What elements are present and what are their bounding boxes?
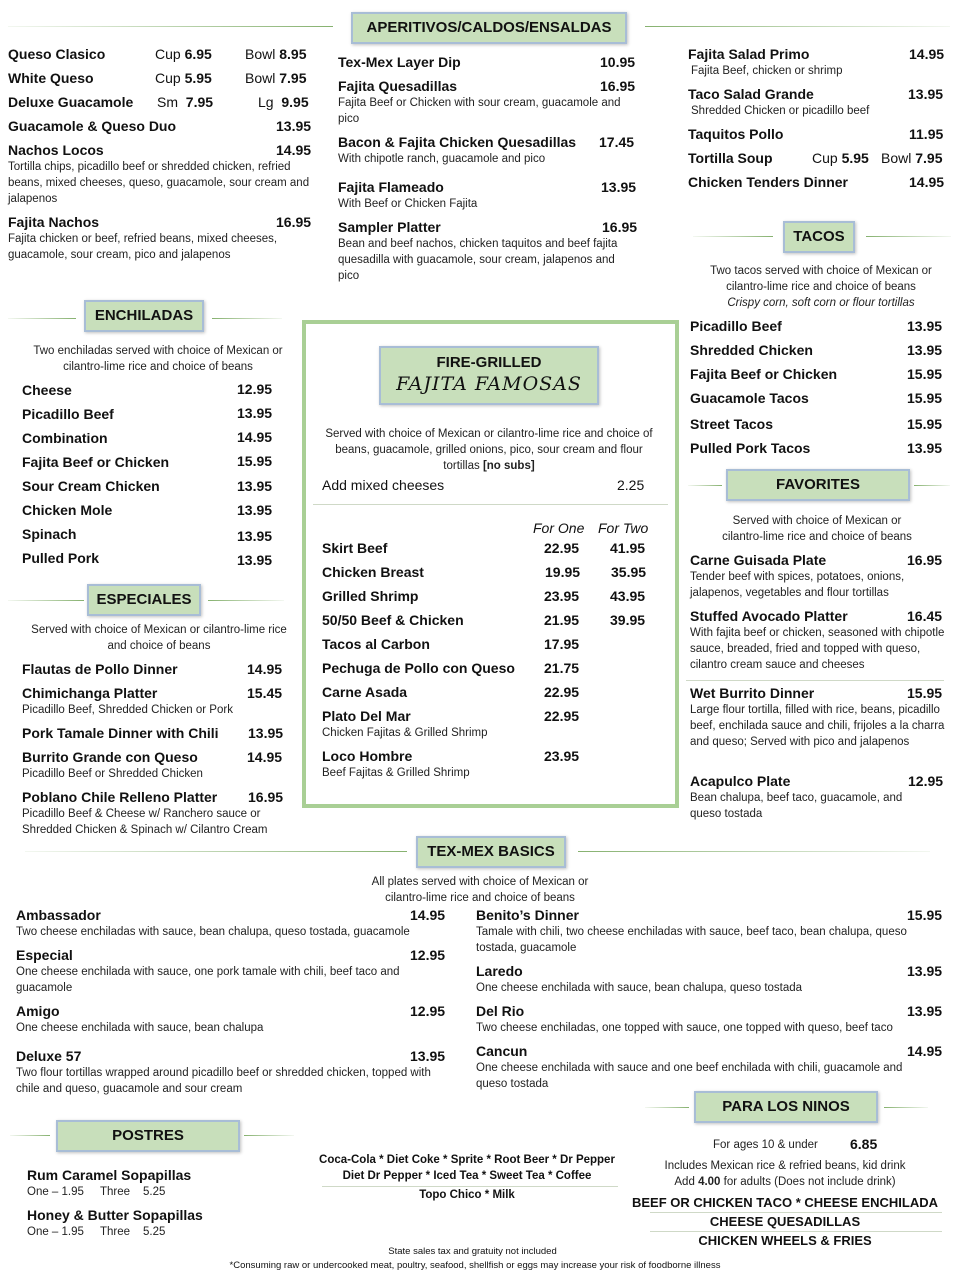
menu-item-description: Tender beef with spices, potatoes, onions, jalapenos, vegetables and flour tortillas <box>690 571 905 599</box>
menu-item-name: Especial <box>16 947 73 963</box>
section-divider <box>578 851 930 852</box>
tacos-note: Two tacos served with choice of Mexican or cilantro-lime rice and choice of beans <box>710 265 932 293</box>
menu-item-name: Fajita Beef or Chicken <box>690 366 838 382</box>
bowl-price: Bowl 8.95 <box>245 46 307 62</box>
price-for-one: 22.95 <box>544 708 580 724</box>
menu-item-name: Guacamole Tacos <box>690 390 809 406</box>
ninos-options-2: CHEESE QUESADILLAS <box>709 1214 861 1229</box>
enchiladas-header: ENCHILADAS <box>84 300 204 332</box>
menu-item-price: 13.95 <box>237 502 273 518</box>
section-divider <box>688 485 722 486</box>
menu-item-price: 12.95 <box>908 773 944 789</box>
section-divider <box>866 236 951 237</box>
menu-item-name: Deluxe 57 <box>16 1048 82 1064</box>
menu-item-price: 14.95 <box>237 429 273 445</box>
drinks-line-3: Topo Chico * Milk <box>419 1189 515 1201</box>
menu-item-description: With chipotle ranch, guacamole and pico <box>338 153 546 165</box>
section-divider <box>212 318 282 319</box>
menu-item-price: 13.95 <box>276 118 312 134</box>
menu-item-name: 50/50 Beef & Chicken <box>322 612 464 628</box>
fajitas-note: Served with choice of Mexican or cilantro-lime rice and choice of beans, guacamole, grilled onions, pico, sour cream and flour tortillas [no subs] <box>325 428 653 472</box>
menu-item-name: Carne Asada <box>322 684 408 700</box>
menu-item-price: 16.45 <box>907 608 943 624</box>
menu-item-price: 15.95 <box>237 453 273 469</box>
menu-item-name: Skirt Beef <box>322 540 388 556</box>
drinks-line-2: Diet Dr Pepper * Iced Tea * Sweet Tea * Coffee <box>342 1170 592 1182</box>
section-divider <box>8 26 333 27</box>
menu-item-price: 15.95 <box>907 685 943 701</box>
menu-item-name: Laredo <box>476 963 523 979</box>
ninos-options-3: CHICKEN WHEELS & FRIES <box>698 1233 872 1248</box>
especiales-header: ESPECIALES <box>87 584 201 616</box>
section-divider <box>914 485 950 486</box>
menu-item-description: Large flour tortilla, filled with rice, beans, picadillo beef, enchilada sauce and chili, frijoles a la charra and queso; Served with pico and jalapenos <box>690 704 945 748</box>
menu-item-name: Sour Cream Chicken <box>22 478 160 494</box>
tacos-header: TACOS <box>783 221 855 253</box>
price-for-one: 21.95 <box>544 612 580 628</box>
menu-item-description: Bean and beef nachos, chicken taquitos and beef fajita quesadilla with guacamole, sour cream, jalapenos and pico <box>338 238 618 282</box>
dessert-price-one: One – 1.95 <box>27 1186 84 1198</box>
drinks-line-1: Coca-Cola * Diet Coke * Sprite * Root Beer * Dr Pepper <box>319 1154 615 1166</box>
dessert-price-one: One – 1.95 <box>27 1226 84 1238</box>
menu-item-price: 13.95 <box>601 179 637 195</box>
menu-item-description: One cheese enchilada with sauce and one beef enchilada with chili, guacamole and queso tostada <box>476 1062 903 1090</box>
menu-item-price: 13.95 <box>908 86 944 102</box>
menu-item-name: Queso Clasico <box>8 46 106 62</box>
price-for-one: 23.95 <box>544 588 580 604</box>
cup-price: Sm 7.95 <box>157 94 214 110</box>
dessert-price-three: 5.25 <box>143 1186 166 1198</box>
menu-item-description: Picadillo Beef, Shredded Chicken or Pork <box>22 704 233 716</box>
basics-note: All plates served with choice of Mexican or cilantro-lime rice and choice of beans <box>371 876 589 904</box>
bowl-price: Bowl 7.95 <box>881 150 943 166</box>
menu-item-description: Beef Fajitas & Grilled Shrimp <box>322 767 470 779</box>
menu-item-price: 15.95 <box>907 907 943 923</box>
ninos-header: PARA LOS NINOS <box>694 1091 878 1123</box>
menu-item-name: Combination <box>22 430 108 446</box>
menu-item-price: 11.95 <box>909 126 944 142</box>
menu-item-name: Guacamole & Queso Duo <box>8 118 177 134</box>
section-divider <box>693 236 773 237</box>
menu-item-name: Spinach <box>22 526 77 542</box>
ninos-includes: Includes Mexican rice & refried beans, kid drink <box>664 1160 906 1172</box>
section-divider <box>208 600 284 601</box>
menu-item-name: Tacos al Carbon <box>322 636 430 652</box>
price-for-two: 35.95 <box>611 564 647 580</box>
menu-item-name: Cheese <box>22 382 72 398</box>
menu-item-name: Sampler Platter <box>338 219 441 235</box>
menu-item-price: 14.95 <box>247 749 283 765</box>
menu-item-name: Fajita Quesadillas <box>338 78 458 94</box>
menu-item-name: Stuffed Avocado Platter <box>690 608 848 624</box>
menu-item-description: Picadillo Beef & Cheese w/ Ranchero sauce or Shredded Chicken & Spinach w/ Cilantro Cream <box>22 808 268 836</box>
fajitas-title-line1: FIRE-GRILLED <box>436 354 542 371</box>
divider <box>650 1231 942 1232</box>
menu-item-name: Picadillo Beef <box>22 406 114 422</box>
menu-item-name: Acapulco Plate <box>690 773 791 789</box>
menu-item-name: Plato Del Mar <box>322 708 411 724</box>
menu-item-price: 14.95 <box>410 907 446 923</box>
menu-item-description: One cheese enchilada with sauce, bean chalupa, queso tostada <box>476 982 803 994</box>
menu-item-name: Cancun <box>476 1043 528 1059</box>
price-for-two: 41.95 <box>610 540 646 556</box>
divider <box>313 504 668 505</box>
price-for-one: 22.95 <box>544 540 580 556</box>
price-for-two: 39.95 <box>610 612 646 628</box>
menu-item-description: Picadillo Beef or Shredded Chicken <box>22 768 203 780</box>
menu-item-price: 13.95 <box>907 1003 943 1019</box>
ninos-options-1: BEEF OR CHICKEN TACO * CHEESE ENCHILADA <box>631 1195 938 1210</box>
menu-item-price: 14.95 <box>276 142 312 158</box>
section-divider <box>645 26 950 27</box>
menu-item-price: 13.95 <box>237 528 273 544</box>
addon-name: Add mixed cheeses <box>322 477 445 493</box>
menu-item-price: 15.95 <box>907 366 943 382</box>
menu-item-price: 16.95 <box>600 78 636 94</box>
bowl-price: Bowl 7.95 <box>245 70 307 86</box>
favorites-note: Served with choice of Mexican or cilantro-lime rice and choice of beans <box>722 515 912 543</box>
menu-item-name: Fajita Flameado <box>338 179 444 195</box>
menu-item-name: Burrito Grande con Queso <box>22 749 198 765</box>
basics-header: TEX-MEX BASICS <box>416 836 566 868</box>
ninos-adult-addon: Add 4.00 for adults (Does not include drink) <box>674 1176 896 1188</box>
menu-item-name: Ambassador <box>16 907 101 923</box>
section-divider <box>8 318 76 319</box>
menu-item-description: Tamale with chili, two cheese enchiladas with sauce, beef taco, bean chalupa, queso tostada, guacamole <box>476 926 907 954</box>
menu-item-name: Chicken Breast <box>322 564 424 580</box>
menu-item-price: 16.95 <box>248 789 284 805</box>
addon-price: 2.25 <box>617 477 645 493</box>
dessert-three-label: Three <box>100 1186 131 1198</box>
menu-item-price: 12.95 <box>410 947 446 963</box>
menu-item-description: With fajita beef or chicken, seasoned with chipotle sauce, breaded, fried and topped with queso, cilantro cream sauce and cheeses <box>690 627 945 671</box>
menu-item-description: Fajita Beef, chicken or shrimp <box>691 65 843 77</box>
menu-item-price: 14.95 <box>909 46 945 62</box>
menu-item-name: Fajita Nachos <box>8 214 100 230</box>
price-for-one: 19.95 <box>545 564 581 580</box>
menu-item-name: Tortilla Soup <box>688 150 773 166</box>
menu-item-price: 13.95 <box>907 318 943 334</box>
bowl-price: Lg 9.95 <box>258 94 309 110</box>
menu-item-price: 13.95 <box>237 552 273 568</box>
menu-item-price: 13.95 <box>248 725 284 741</box>
ninos-ages: For ages 10 & under <box>713 1139 818 1151</box>
menu-item-description: Two cheese enchiladas with sauce, bean chalupa, queso tostada, guacamole <box>16 926 410 938</box>
menu-item-name: Taquitos Pollo <box>688 126 784 142</box>
dessert-price-three: 5.25 <box>143 1226 166 1238</box>
menu-item-description: Bean chalupa, beef taco, guacamole, and queso tostada <box>690 792 903 820</box>
menu-item-price: 15.95 <box>907 390 943 406</box>
menu-item-name: Street Tacos <box>690 416 773 432</box>
menu-item-name: Carne Guisada Plate <box>690 552 827 568</box>
menu-item-price: 12.95 <box>410 1003 446 1019</box>
menu-item-name: Chimichanga Platter <box>22 685 158 701</box>
menu-item-price: 16.95 <box>907 552 943 568</box>
fajitas-header <box>379 346 599 405</box>
menu-item-name: Deluxe Guacamole <box>8 94 134 110</box>
price-for-one: 17.95 <box>544 636 580 652</box>
section-divider <box>8 600 84 601</box>
menu-item-name: Bacon & Fajita Chicken Quesadillas <box>338 134 577 150</box>
menu-item-description: Two flour tortillas wrapped around picadillo beef or shredded chicken, topped with chile and queso, guacamole and sour cream <box>16 1067 431 1095</box>
price-for-two: 43.95 <box>610 588 646 604</box>
menu-item-description: With Beef or Chicken Fajita <box>338 198 478 210</box>
menu-item-name: Chicken Mole <box>22 502 113 518</box>
especiales-note: Served with choice of Mexican or cilantro-lime rice and choice of beans <box>31 624 287 652</box>
menu-item-name: White Queso <box>8 70 94 86</box>
menu-item-name: Amigo <box>16 1003 60 1019</box>
ninos-price: 6.85 <box>850 1136 878 1152</box>
menu-item-price: 10.95 <box>600 54 636 70</box>
menu-item-name: Flautas de Pollo Dinner <box>22 661 178 677</box>
menu-item-name: Benito’s Dinner <box>476 907 579 923</box>
menu-item-name: Picadillo Beef <box>690 318 782 334</box>
tacos-note-italic: Crispy corn, soft corn or flour tortillas <box>727 297 915 309</box>
menu-item-price: 16.95 <box>276 214 312 230</box>
section-divider <box>884 1107 928 1108</box>
menu-item-price: 13.95 <box>907 440 943 456</box>
col-for-two: For Two <box>598 520 649 536</box>
menu-item-price: 12.95 <box>237 381 273 397</box>
favorites-header: FAVORITES <box>726 469 910 501</box>
price-for-one: 23.95 <box>544 748 580 764</box>
menu-item-name: Pulled Pork Tacos <box>690 440 811 456</box>
menu-item-price: 13.95 <box>237 478 273 494</box>
postres-header: POSTRES <box>56 1120 240 1152</box>
menu-item-name: Tex-Mex Layer Dip <box>338 54 461 70</box>
menu-item-name: Fajita Salad Primo <box>688 46 810 62</box>
col-for-one: For One <box>533 520 585 536</box>
divider <box>686 680 944 681</box>
menu-item-name: Del Rio <box>476 1003 525 1019</box>
menu-item-name: Pulled Pork <box>22 550 100 566</box>
menu-item-name: Loco Hombre <box>322 748 413 764</box>
menu-item-price: 16.95 <box>602 219 638 235</box>
tax-note: State sales tax and gratuity not included <box>388 1246 557 1257</box>
menu-item-name: Chicken Tenders Dinner <box>688 174 849 190</box>
menu-item-price: 15.45 <box>247 685 283 701</box>
menu-item-description: Two cheese enchiladas, one topped with sauce, one topped with queso, beef taco <box>476 1022 893 1034</box>
cup-price: Cup 5.95 <box>155 70 212 86</box>
section-divider <box>10 1135 50 1136</box>
menu-item-name: Fajita Beef or Chicken <box>22 454 170 470</box>
menu-item-name: Nachos Locos <box>8 142 104 158</box>
menu-item-description: Fajita Beef or Chicken with sour cream, guacamole and pico <box>338 97 621 125</box>
menu-item-price: 15.95 <box>907 416 943 432</box>
menu-item-price: 14.95 <box>909 174 945 190</box>
menu-item-name: Rum Caramel Sopapillas <box>27 1167 192 1183</box>
menu-item-name: Poblano Chile Relleno Platter <box>22 789 218 805</box>
menu-item-name: Pechuga de Pollo con Queso <box>322 660 515 676</box>
menu-item-description: Tortilla chips, picadillo beef or shredded chicken, refried beans, mixed cheeses, queso, guacamole, sour cream and jalapenos <box>8 161 310 205</box>
menu-item-description: Fajita chicken or beef, refried beans, mixed cheeses, guacamole, sour cream, pico and jalapenos <box>8 233 278 261</box>
health-warning: *Consuming raw or undercooked meat, poultry, seafood, shellfish or eggs may increase your risk of foodborne illness <box>229 1260 721 1271</box>
section-divider <box>244 1135 294 1136</box>
menu-item-price: 14.95 <box>247 661 283 677</box>
menu-item-name: Wet Burrito Dinner <box>690 685 815 701</box>
enchiladas-note: Two enchiladas served with choice of Mexican or cilantro-lime rice and choice of beans <box>33 345 283 373</box>
menu-item-name: Taco Salad Grande <box>688 86 814 102</box>
price-for-one: 21.75 <box>544 660 580 676</box>
section-divider <box>645 1107 689 1108</box>
section-divider <box>25 851 407 852</box>
menu-item-description: One cheese enchilada with sauce, bean chalupa <box>16 1022 264 1034</box>
fajitas-title-line2: FAJITA FAMOSAS <box>396 373 582 395</box>
menu-item-price: 17.45 <box>599 134 635 150</box>
menu-item-name: Grilled Shrimp <box>322 588 419 604</box>
divider <box>650 1212 942 1213</box>
menu-item-price: 13.95 <box>907 963 943 979</box>
menu-item-name: Shredded Chicken <box>690 342 813 358</box>
price-for-one: 22.95 <box>544 684 580 700</box>
menu-item-price: 13.95 <box>410 1048 446 1064</box>
dessert-three-label: Three <box>100 1226 131 1238</box>
aperitivos-header: APERITIVOS/CALDOS/ENSALDAS <box>351 12 627 44</box>
menu-item-description: Shredded Chicken or picadillo beef <box>691 105 870 117</box>
menu-item-name: Pork Tamale Dinner with Chili <box>22 725 219 741</box>
menu-item-price: 13.95 <box>907 342 943 358</box>
menu-item-description: One cheese enchilada with sauce, one pork tamale with chili, beef taco and guacamole <box>16 966 400 994</box>
cup-price: Cup 6.95 <box>155 46 212 62</box>
menu-item-price: 13.95 <box>237 405 273 421</box>
menu-item-price: 14.95 <box>907 1043 943 1059</box>
menu-item-description: Chicken Fajitas & Grilled Shrimp <box>322 727 488 739</box>
cup-price: Cup 5.95 <box>812 150 869 166</box>
menu-item-name: Honey & Butter Sopapillas <box>27 1207 203 1223</box>
